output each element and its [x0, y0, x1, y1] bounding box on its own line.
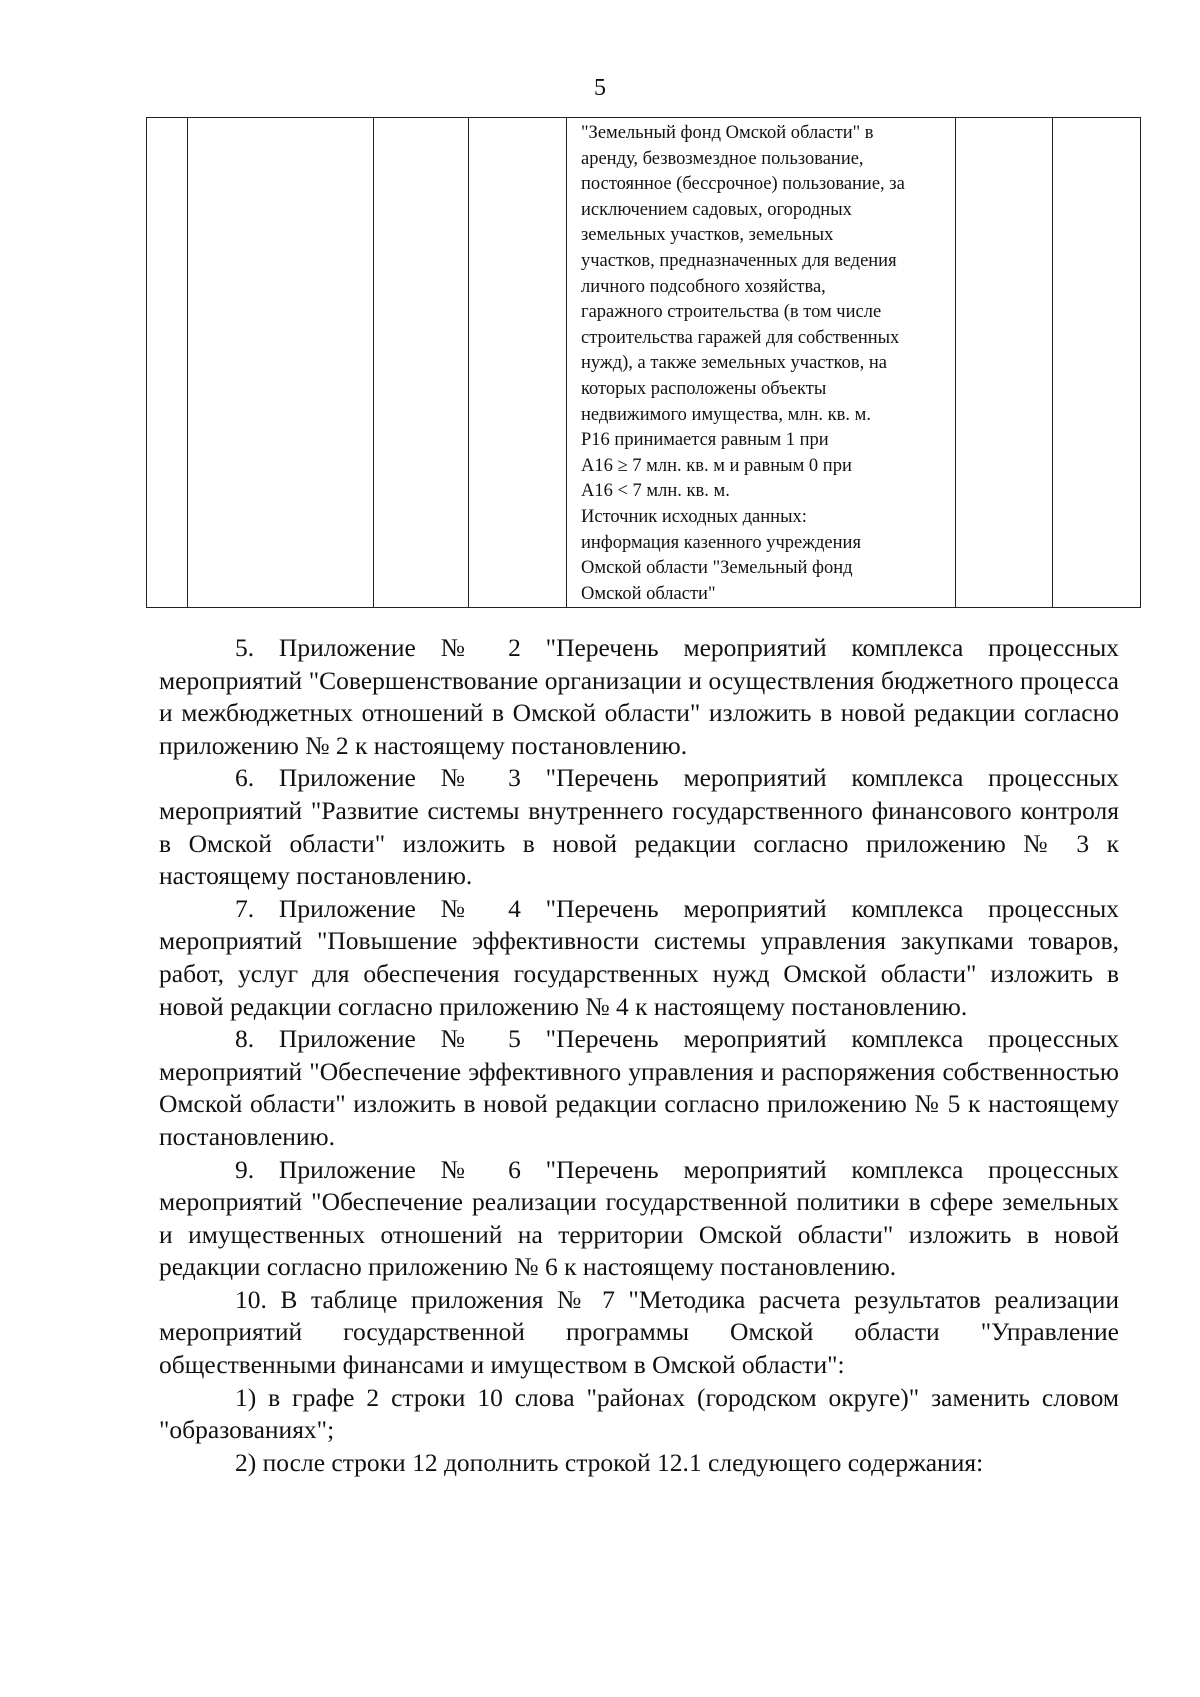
table-cell-col4: [469, 118, 567, 608]
cell-line: недвижимого имущества, млн. кв. м.: [581, 404, 871, 425]
cell-line: Омской области": [581, 583, 716, 604]
cell-line: "Земельный фонд Омской области" в: [581, 123, 874, 143]
page-number: 5: [594, 75, 606, 101]
paragraph-item-9: 9. Приложение № 6 "Перечень мероприятий комплекса процессных мероприятий "Обеспечение реализации государственной политики в сфере земельных и имущественных отношений на территории Омской области" изложить в новой редакции согласно приложению № 6 к настоящему постановлению.: [159, 1154, 1119, 1282]
table-cell-description: [567, 118, 956, 608]
continuation-table: [146, 117, 1141, 608]
cell-line: нужд), а также земельных участков, на: [581, 353, 887, 374]
paragraph-item-5: 5. Приложение № 2 "Перечень мероприятий комплекса процессных мероприятий "Совершенствование организации и осуществления бюджетного процесса и межбюджетных отношений в Омской области" изложить в новой редакции согласно приложению № 2 к настоящему постановлению.: [159, 633, 1119, 760]
paragraph-item-6: 6. Приложение № 3 "Перечень мероприятий комплекса процессных мероприятий "Развитие системы внутреннего государственного финансового контроля в Омской области" изложить в новой редакции согласно приложению № 3 к настоящему постановлению.: [159, 763, 1119, 891]
paragraph-item-7: 7. Приложение № 4 "Перечень мероприятий комплекса процессных мероприятий "Повышение эффективности системы управления закупками товаров, работ, услуг для обеспечения государственных нужд Омской области" изложить в новой редакции согласно приложению № 4 к настоящему постановлению.: [159, 893, 1119, 1021]
cell-line: Источник исходных данных:: [581, 506, 807, 527]
paragraph-subitem-2: 2) после строки 12 дополнить строкой 12.1 следующего содержания:: [235, 1447, 984, 1477]
cell-line: гаражного строительства (в том числе: [581, 302, 882, 323]
table-cell-col7: [1053, 118, 1141, 608]
cell-line: А16 < 7 млн. кв. м.: [581, 481, 730, 502]
cell-line: Р16 принимается равным 1 при: [581, 430, 829, 451]
table-row: [147, 118, 1141, 608]
cell-line: Омской области "Земельный фонд: [581, 558, 853, 579]
paragraph-item-10: 10. В таблице приложения № 7 "Методика расчета результатов реализации мероприятий государственной программы Омской области "Управление общественными финансами и имуществом в Омской области":: [159, 1284, 1119, 1380]
table-cell-col2: [188, 118, 374, 608]
cell-line: строительства гаражей для собственных: [581, 327, 900, 348]
paragraph-subitem-1: 1) в графе 2 строки 10 слова "районах (городском округе)" заменить словом "образованиях";: [159, 1382, 1119, 1445]
document-body: [159, 632, 1119, 1479]
cell-line: личного подсобного хозяйства,: [581, 276, 826, 297]
cell-line: А16 ≥ 7 млн. кв. м и равным 0 при: [581, 455, 852, 476]
table-cell-col3: [374, 118, 469, 608]
cell-line: участков, предназначенных для ведения: [581, 250, 897, 271]
cell-line: исключением садовых, огородных: [581, 199, 852, 220]
table-cell-col6: [956, 118, 1053, 608]
cell-line: аренду, безвозмездное пользование,: [581, 148, 864, 169]
cell-line: информация казенного учреждения: [581, 532, 861, 553]
paragraph-item-8: 8. Приложение № 5 "Перечень мероприятий комплекса процессных мероприятий "Обеспечение эффективного управления и распоряжения собственностью Омской области" изложить в новой редакции согласно приложению № 5 к настоящему постановлению.: [159, 1024, 1119, 1151]
table-cell-col1: [147, 118, 188, 608]
cell-line: которых расположены объекты: [581, 378, 827, 399]
cell-line: постоянное (бессрочное) пользование, за: [581, 174, 905, 195]
cell-line: земельных участков, земельных: [581, 225, 834, 246]
